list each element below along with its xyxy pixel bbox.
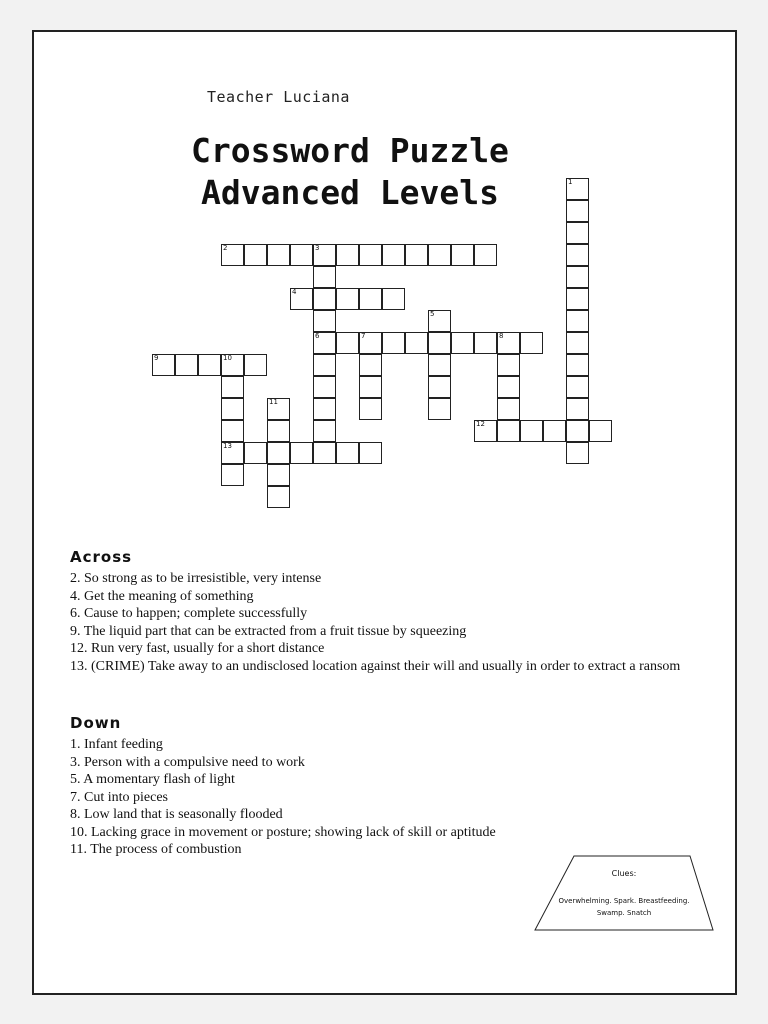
crossword-cell[interactable] [336,442,359,464]
word-bank [534,855,714,931]
crossword-cell[interactable] [221,464,244,486]
down-clues [70,736,690,859]
crossword-cell[interactable] [221,442,244,464]
crossword-cell[interactable] [589,420,612,442]
crossword-cell[interactable] [313,398,336,420]
page-title [150,130,550,214]
crossword-cell[interactable] [290,442,313,464]
down-clue-11: 11. The process of combustion [70,842,242,857]
crossword-cell[interactable] [566,178,589,200]
crossword-cell[interactable] [474,420,497,442]
crossword-cell[interactable] [566,420,589,442]
crossword-cell[interactable] [405,244,428,266]
down-clue-3: 3. Person with a compulsive need to work [70,754,305,770]
crossword-cell[interactable] [382,244,405,266]
down-clue-7: 7. Cut into pieces [70,789,168,805]
crossword-cell[interactable] [313,310,336,332]
crossword-cell[interactable] [267,398,290,420]
crossword-cell[interactable] [566,288,589,310]
crossword-cell[interactable] [451,244,474,266]
crossword-cell[interactable] [359,376,382,398]
crossword-cell[interactable] [359,354,382,376]
crossword-cell[interactable] [497,332,520,354]
clue-number: 6 [315,332,320,340]
crossword-cell[interactable] [313,244,336,266]
crossword-cell[interactable] [313,442,336,464]
crossword-cell[interactable] [428,398,451,420]
crossword-cell[interactable] [175,354,198,376]
crossword-cell[interactable] [428,332,451,354]
across-clue-2: 2. So strong as to be irresistible, very intense [70,571,322,586]
across-clue-12: 12. Run very fast, usually for a short distance [70,641,325,656]
crossword-cell[interactable] [428,376,451,398]
crossword-cell[interactable] [497,376,520,398]
crossword-cell[interactable] [221,398,244,420]
crossword-cell[interactable] [290,244,313,266]
crossword-cell[interactable] [382,332,405,354]
crossword-cell[interactable] [566,354,589,376]
clue-number: 3 [315,244,320,252]
crossword-cell[interactable] [497,420,520,442]
clue-number: 13 [223,442,232,450]
crossword-cell[interactable] [244,442,267,464]
across-heading: Across [70,548,133,566]
crossword-cell[interactable] [566,244,589,266]
crossword-cell[interactable] [428,244,451,266]
down-clue-10: 10. Lacking grace in movement or posture; showing lack of skill or aptitude [70,824,496,840]
clue-number: 12 [476,420,485,428]
crossword-cell[interactable] [152,354,175,376]
crossword-cell[interactable] [336,288,359,310]
crossword-cell[interactable] [313,266,336,288]
word-bank-frame [534,855,714,931]
clue-number: 4 [292,288,297,296]
crossword-cell[interactable] [520,332,543,354]
crossword-cell[interactable] [313,420,336,442]
crossword-cell[interactable] [313,332,336,354]
across-clue-4: 4. Get the meaning of something [70,588,254,604]
crossword-cell[interactable] [267,486,290,508]
crossword-cell[interactable] [336,332,359,354]
crossword-cell[interactable] [198,354,221,376]
crossword-cell[interactable] [313,288,336,310]
crossword-cell[interactable] [474,244,497,266]
clue-number: 11 [269,398,278,406]
crossword-cell[interactable] [313,376,336,398]
clue-number: 8 [499,332,504,340]
crossword-cell[interactable] [290,288,313,310]
crossword-cell[interactable] [451,332,474,354]
crossword-cell[interactable] [221,376,244,398]
crossword-cell[interactable] [428,310,451,332]
down-clue-1: 1. Infant feeding [70,737,163,752]
down-heading: Down [70,714,122,732]
crossword-cell[interactable] [543,420,566,442]
crossword-cell[interactable] [221,244,244,266]
across-clue-6: 6. Cause to happen; complete successfully [70,606,308,621]
crossword-cell[interactable] [336,244,359,266]
crossword-cell[interactable] [267,244,290,266]
crossword-cell[interactable] [520,420,543,442]
crossword-cell[interactable] [566,332,589,354]
crossword-cell[interactable] [428,354,451,376]
crossword-cell[interactable] [359,244,382,266]
word-bank-words: Overwhelming. Spark. Breastfeeding. Swamp. Snatch [558,897,690,917]
crossword-cell[interactable] [566,376,589,398]
clue-number: 5 [430,310,435,318]
teacher-name: Teacher Luciana [207,88,350,106]
crossword-cell[interactable] [244,354,267,376]
crossword-cell[interactable] [359,288,382,310]
crossword-cell[interactable] [313,354,336,376]
crossword-cell[interactable] [566,442,589,464]
crossword-cell[interactable] [267,464,290,486]
title-line-1: Crossword Puzzle [191,131,509,170]
crossword-cell[interactable] [267,420,290,442]
down-clue-5: 5. A momentary flash of light [70,772,235,787]
crossword-cell[interactable] [382,288,405,310]
down-clue-8: 8. Low land that is seasonally flooded [70,807,283,822]
title-line-2: Advanced Levels [200,173,499,212]
across-clue-13: 13. (CRIME) Take away to an undisclosed location against their will and usually in order to extract a ransom [70,658,681,674]
crossword-cell[interactable] [359,442,382,464]
crossword-cell[interactable] [497,354,520,376]
crossword-cell[interactable] [221,420,244,442]
clue-number: 10 [223,354,232,362]
crossword-cell[interactable] [221,354,244,376]
across-clues [70,570,690,675]
crossword-cell[interactable] [566,266,589,288]
word-bank-label: Clues: [611,869,637,878]
crossword-cell[interactable] [566,398,589,420]
clue-number: 7 [361,332,366,340]
crossword-cell[interactable] [566,222,589,244]
crossword-cell[interactable] [359,398,382,420]
crossword-cell[interactable] [474,332,497,354]
crossword-cell[interactable] [405,332,428,354]
crossword-cell[interactable] [244,244,267,266]
clue-number: 9 [154,354,159,362]
crossword-cell[interactable] [566,200,589,222]
crossword-cell[interactable] [359,332,382,354]
clue-number: 2 [223,244,228,252]
crossword-cell[interactable] [497,398,520,420]
crossword-cell[interactable] [566,310,589,332]
clue-number: 1 [568,178,573,186]
across-clue-9: 9. The liquid part that can be extracted from a fruit tissue by squeezing [70,623,467,639]
crossword-cell[interactable] [267,442,290,464]
